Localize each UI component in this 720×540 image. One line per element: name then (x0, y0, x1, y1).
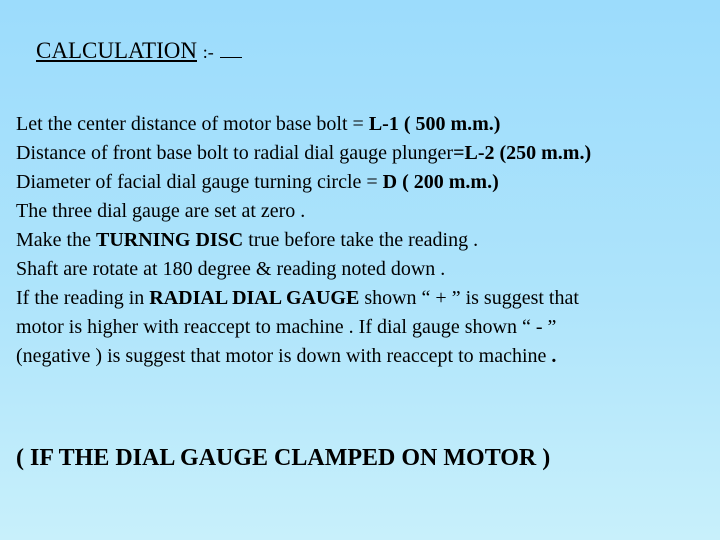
line-shaft-rotate: Shaft are rotate at 180 degree & reading noted down . (16, 258, 446, 280)
line-2-text: Distance of front base bolt to radial dial gauge plunger (16, 142, 454, 164)
line-5-text-b: true before take the reading . (243, 229, 479, 251)
line-turning-disc (16, 226, 712, 255)
line-1-text: Let the center distance of motor base bolt = (16, 113, 369, 135)
title-text: CALCULATION (36, 38, 197, 63)
para-period: . (551, 345, 557, 367)
para-bold: RADIAL DIAL GAUGE (149, 287, 360, 309)
line-1-value: L-1 ( 500 m.m.) (368, 113, 501, 135)
para-text-a: If the reading in (16, 287, 150, 309)
calculation-body (16, 110, 712, 371)
footer-note: ( IF THE DIAL GAUGE CLAMPED ON MOTOR ) (16, 445, 551, 471)
line-3-value: D ( 200 m.m.) (382, 171, 499, 193)
line-front-bolt-distance (16, 139, 712, 168)
line-2-value: =L-2 (250 m.m.) (453, 142, 592, 164)
title-separator: :- (202, 42, 214, 62)
title-blank-underline (220, 39, 242, 58)
paragraph-radial-reading (16, 284, 712, 371)
line-3-text: Diameter of facial dial gauge turning circle = (16, 171, 383, 193)
line-5-text-a: Make the (16, 229, 96, 251)
line-center-distance (16, 110, 712, 139)
para-text-b: shown “ + ” is suggest that (359, 287, 579, 309)
para-text-d: (negative ) is suggest that motor is down with reaccept to machine (16, 345, 552, 367)
line-5-bold: TURNING DISC (95, 229, 244, 251)
para-text-c: motor is higher with reaccept to machine . If dial gauge shown “ - ” (16, 316, 557, 338)
page-title (36, 36, 242, 67)
line-diameter (16, 168, 712, 197)
line-zero-setting: The three dial gauge are set at zero . (16, 200, 306, 222)
